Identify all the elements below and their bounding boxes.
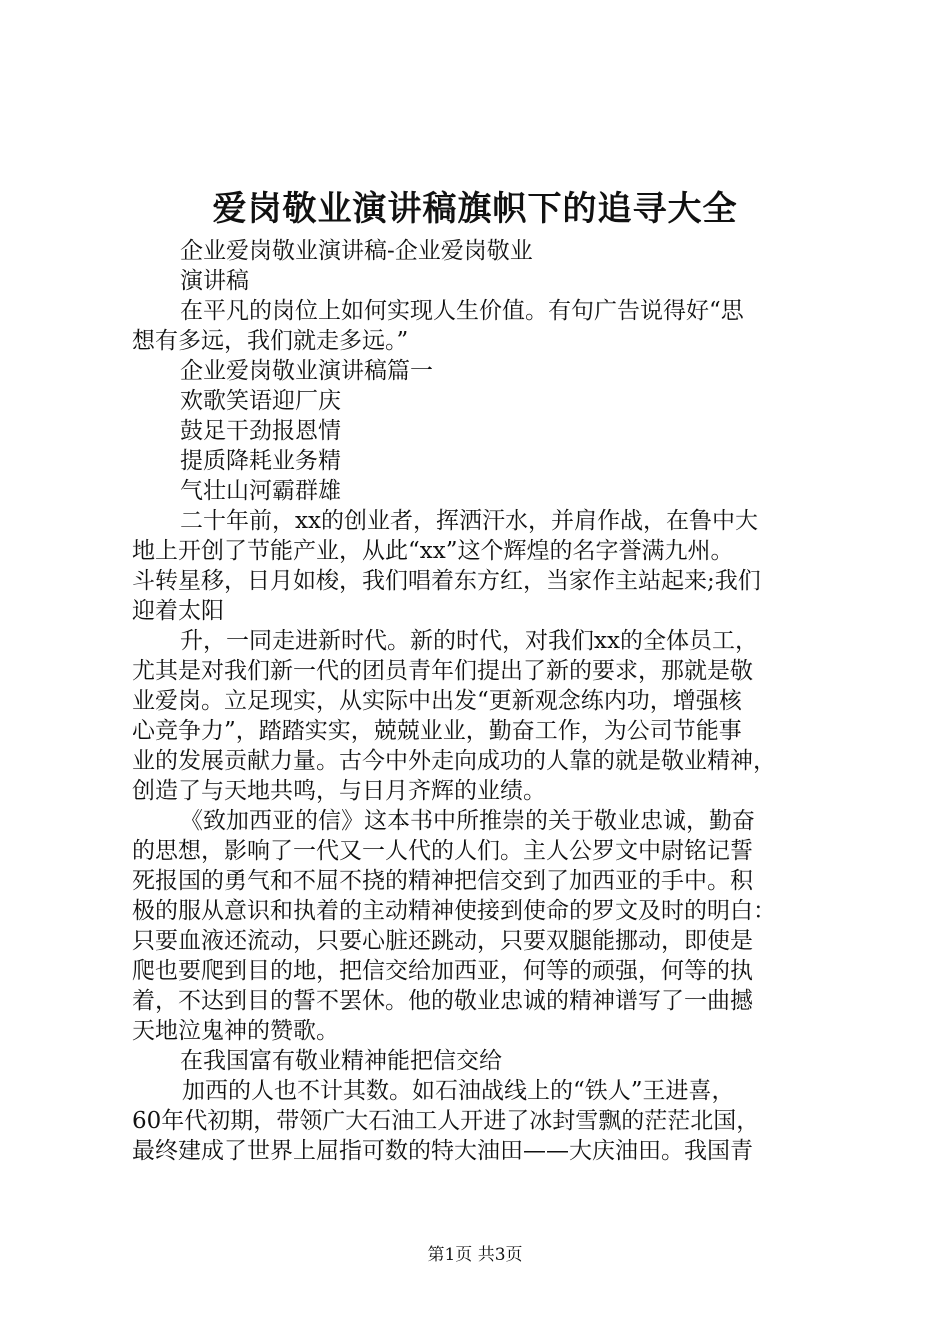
text-line: 想有多远，我们就走多远。”: [132, 328, 409, 354]
text-line: 死报国的勇气和不屈不挠的精神把信交到了加西亚的手中。积: [132, 868, 753, 894]
text-line: 演讲稿: [180, 268, 249, 294]
text-line: 的思想，影响了一代又一人代的人们。主人公罗文中尉铭记誓: [132, 838, 753, 864]
text-line: 创造了与天地共鸣，与日月齐辉的业绩。: [132, 778, 546, 804]
text-line: 心竞争力”，踏踏实实，兢兢业业，勤奋工作，为公司节能事: [132, 718, 742, 744]
text-line: 加西的人也不计其数。如石油战线上的“铁人”王进喜，: [182, 1078, 735, 1104]
text-line: 爬也要爬到目的地，把信交给加西亚，何等的顽强，何等的执: [132, 958, 753, 984]
text-line: 《致加西亚的信》这本书中所推崇的关于敬业忠诚，勤奋: [180, 808, 755, 834]
text-line: 鼓足干劲报恩情: [180, 418, 341, 444]
document-body: [132, 236, 832, 1166]
text-line: 天地泣鬼神的赞歌。: [132, 1018, 339, 1044]
text-line: 地上开创了节能产业，从此“xx”这个辉煌的名字誉满九州。: [132, 538, 734, 564]
text-line: 迎着太阳: [132, 598, 224, 624]
text-line: 在平凡的岗位上如何实现人生价值。有句广告说得好“思: [180, 298, 744, 324]
text-line: 业的发展贡献力量。古今中外走向成功的人靠的就是敬业精神，: [132, 748, 776, 774]
text-line: 斗转星移，日月如梭，我们唱着东方红，当家作主站起来;我们: [132, 568, 761, 594]
text-line: 提质降耗业务精: [180, 448, 341, 474]
text-line: 升，一同走进新时代。新的时代，对我们xx的全体员工，: [180, 628, 758, 654]
text-line: 欢歌笑语迎厂庆: [180, 388, 341, 414]
text-line: 气壮山河霸群雄: [180, 478, 341, 504]
text-line: 极的服从意识和执着的主动精神使接到使命的罗文及时的明白：: [132, 898, 776, 924]
text-line: 二十年前，xx的创业者，挥洒汗水，并肩作战，在鲁中大: [180, 508, 758, 534]
text-line: 企业爱岗敬业演讲稿-企业爱岗敬业: [180, 238, 533, 264]
text-line: 在我国富有敬业精神能把信交给: [180, 1048, 502, 1074]
text-line: 尤其是对我们新一代的团员青年们提出了新的要求，那就是敬: [132, 658, 753, 684]
text-line: 企业爱岗敬业演讲稿篇一: [180, 358, 433, 384]
text-line: 只要血液还流动，只要心脏还跳动，只要双腿能挪动，即使是: [132, 928, 753, 954]
document-title: 爱岗敬业演讲稿旗帜下的追寻大全: [212, 189, 738, 229]
text-line: 业爱岗。立足现实，从实际中出发“更新观念练内功，增强核: [132, 688, 742, 714]
text-line: 60年代初期，带领广大石油工人开进了冰封雪飘的茫茫北国，: [132, 1108, 760, 1134]
text-line: 着，不达到目的誓不罢休。他的敬业忠诚的精神谱写了一曲撼: [132, 988, 753, 1014]
page-footer: 第1页 共3页: [427, 1245, 523, 1265]
text-line: 最终建成了世界上屈指可数的特大油田——大庆油田。我国青: [132, 1138, 753, 1164]
